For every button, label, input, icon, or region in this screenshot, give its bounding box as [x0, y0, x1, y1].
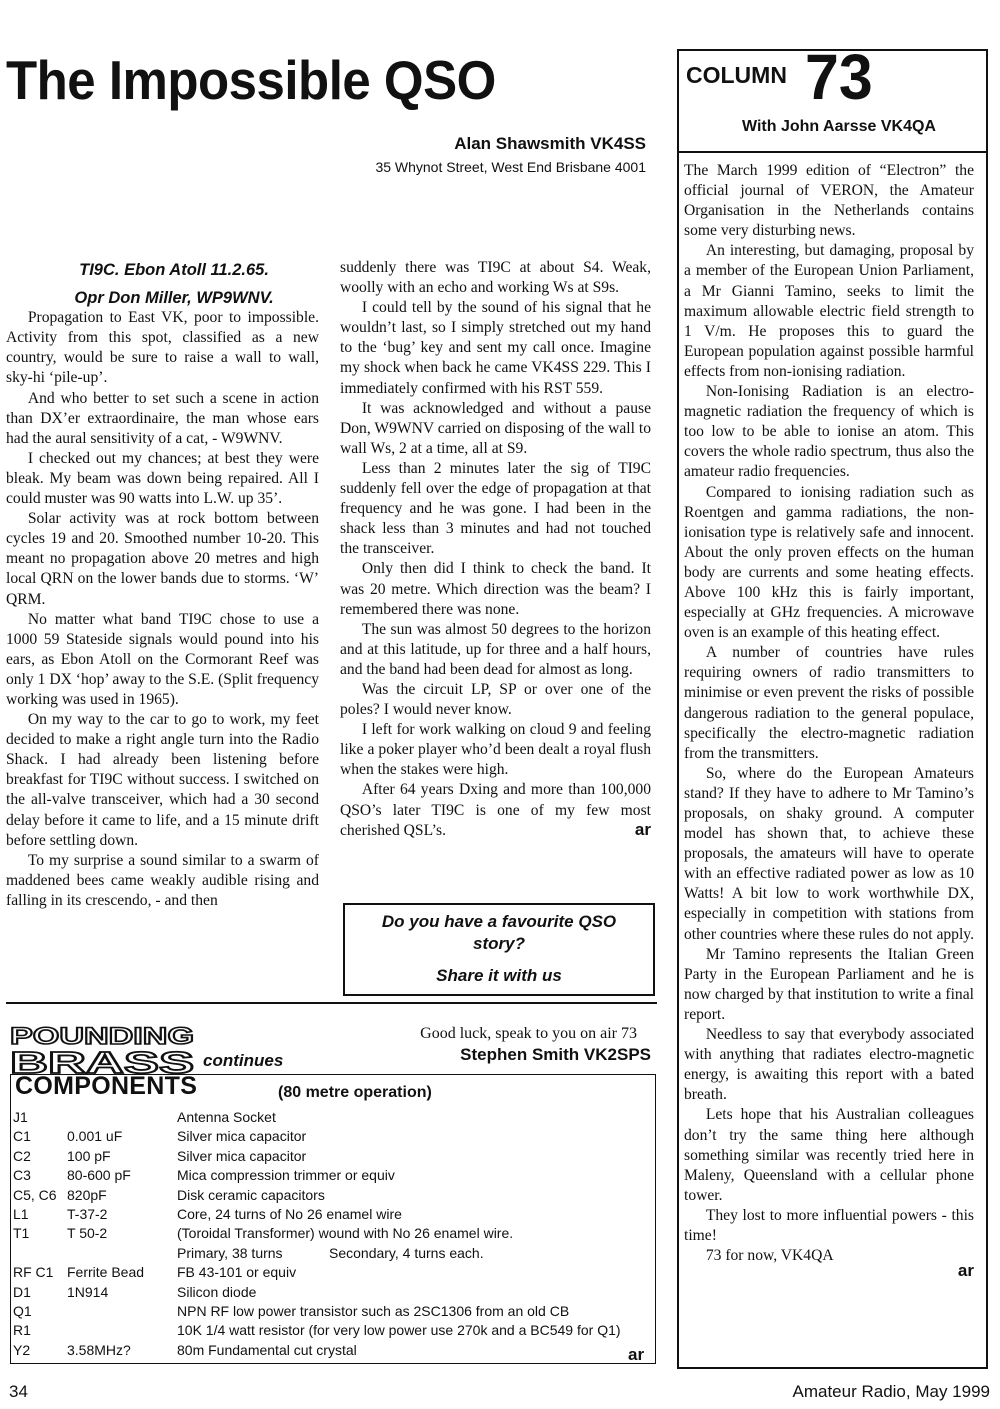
paragraph: Propagation to East VK, poor to impossible. Activity from this spot, classified as a new country, would be sure to raise a wall to wall, sky-hi ‘pile-up’. — [6, 309, 319, 387]
magazine-footer: Amateur Radio, May 1999 — [792, 1382, 990, 1401]
story-heading-location: TI9C. Ebon Atoll 11.2.65. — [79, 261, 269, 279]
logo-line-2: BRASS — [10, 1045, 194, 1075]
component-description: FB 43-101 or equiv — [177, 1264, 297, 1281]
component-ref: C1 — [13, 1128, 31, 1145]
paragraph: So, where do the European Amateurs stand? If they have to adhere to Mr Tamino’s proposals, on shaky ground. A computer model has shown that, to achieve these proposals, the amateurs will have to operate with an effective radiated power as low as 10 Watts! A bit low to work worthwhile DX, especially in competition with stations from other countries where these rules do not apply. — [684, 764, 974, 943]
author-address: 35 Whynot Street, West End Brisbane 4001 — [375, 159, 646, 175]
pounding-brass-logo — [8, 1022, 196, 1075]
callout-share: Share it with us — [436, 966, 562, 985]
continues-label: continues — [203, 1051, 284, 1070]
section-divider — [6, 1002, 657, 1004]
component-description: Primary, 38 turns — [177, 1244, 283, 1261]
component-value: 3.58MHz? — [67, 1341, 131, 1358]
paragraph: Mr Tamino represents the Italian Green Party in the European Parliament and he is now charged by that institution to write a final report. — [684, 945, 974, 1023]
article-end-mark: ar — [634, 819, 651, 839]
component-description: 10K 1/4 watt resistor (for very low power use 270k and a BC549 for Q1) — [177, 1322, 621, 1339]
component-ref: T1 — [13, 1225, 30, 1242]
column73-number: 73 — [805, 41, 873, 113]
component-row — [13, 1302, 653, 1321]
component-value: 80-600 pF — [67, 1167, 131, 1184]
component-value: 820pF — [67, 1186, 107, 1203]
component-description: (Toroidal Transformer) wound with No 26 enamel wire. — [177, 1225, 514, 1242]
component-row — [13, 1147, 653, 1166]
paragraph: 73 for now, VK4QA — [705, 1247, 834, 1265]
paragraph: After 64 years Dxing and more than 100,000 QSO’s later TI9C is one of my few most cherished QSL’s. — [340, 781, 651, 839]
component-ref: R1 — [13, 1322, 31, 1339]
paragraph: Only then did I think to check the band. It was 20 metre. Which direction was the beam? I remembered there was none. — [340, 560, 651, 618]
column73-label: COLUMN — [686, 62, 787, 88]
component-value: 0.001 uF — [67, 1128, 123, 1145]
article-title: The Impossible QSO — [6, 49, 496, 111]
paragraph: On my way to the car to go to work, my feet decided to make a right angle turn into the Radio Shack. I had already been listening before breakfast for TI9C without success. I switched on the all-valve transceiver, which had a 30 second delay before it came to life, and a 15 minute drift before settling down. — [6, 711, 319, 849]
paragraph: The March 1999 edition of “Electron” the official journal of VERON, the Amateur Organisation in the Netherlands contains some very disturbing news. — [684, 162, 974, 240]
component-row — [13, 1186, 653, 1205]
components-title: COMPONENTS — [15, 1072, 198, 1100]
paragraph: The sun was almost 50 degrees to the horizon and at this latitude, up for three and a half hours, and the band had been dead for almost as long. — [340, 620, 651, 678]
qso-story-callout — [343, 903, 655, 996]
component-row — [13, 1321, 653, 1340]
callout-question: Do you have a favourite QSO story? — [381, 912, 617, 953]
paragraph: I could tell by the sound of his signal that he wouldn’t last, so I simply stretched out my hand to the ‘bug’ key and sent my call once. Imagine my shock when back he came VK4SS 229. This I immediately confirmed with his RST 559. — [340, 299, 651, 397]
component-row — [13, 1166, 653, 1185]
component-ref: Y2 — [13, 1341, 31, 1358]
component-description: Silicon diode — [177, 1283, 257, 1300]
component-row — [13, 1263, 653, 1282]
component-row — [13, 1108, 653, 1127]
component-value: Ferrite Bead — [67, 1264, 145, 1281]
paragraph: Solar activity was at rock bottom between cycles 19 and 20. Smoothed number 10-20. This meant no propagation above 20 metres and high local QRN on the lower bands due to storms. ‘W’ QRM. — [6, 510, 319, 608]
article-column-2 — [340, 258, 651, 859]
story-heading-operator: Opr Don Miller, WP9WNV. — [74, 289, 274, 308]
component-value: 1N914 — [67, 1283, 109, 1300]
component-description: Disk ceramic capacitors — [177, 1186, 325, 1203]
paragraph: A number of countries have rules requiring owners of radio transmitters to minimise or even prevent the risks of possible dangerous radiation to the general populace, specifically the electro-magnetic radiation from the transmitters. — [684, 644, 974, 762]
component-ref: C3 — [13, 1167, 31, 1184]
page-number: 34 — [9, 1382, 28, 1401]
component-row — [13, 1244, 653, 1263]
column73-body — [684, 161, 974, 1280]
component-description: Silver mica capacitor — [177, 1128, 307, 1145]
component-value: T-37-2 — [67, 1205, 108, 1222]
paragraph: Compared to ionising radiation such as Roentgen and gamma radiations, the non-ionisation type is relatively safe and innocent. About the only proven effects on the human body are currents and some heating effects. Above 100 kHz this is fairly important, especially at GHz frequencies. A microwave oven is an example of this heating effect. — [684, 483, 974, 642]
component-value: 100 pF — [67, 1147, 111, 1164]
paragraph: An interesting, but damaging, proposal by a member of the European Union Parliament, a Mr Gianni Tamino, seeks to limit the maximum allowable electric field strength to 1 V/m. He proposes this to guard the European population against possible harmful effects from non-ionising radiation. — [684, 242, 974, 380]
components-end-mark: ar — [628, 1345, 645, 1364]
paragraph: They lost to more influential powers - this time! — [684, 1206, 974, 1244]
component-row — [13, 1283, 653, 1302]
component-ref: RF C1 — [13, 1264, 54, 1281]
article-author: Alan Shawsmith VK4SS — [454, 134, 646, 153]
component-ref: J1 — [13, 1109, 28, 1125]
column73-end-mark: ar — [957, 1261, 974, 1281]
component-description: NPN RF low power transistor such as 2SC1306 from an old CB — [177, 1302, 570, 1319]
paragraph: And who better to set such a scene in action than DX’er extraordinaire, the man whose ears had the aural sensitivity of a cat, - W9WNV. — [6, 389, 319, 447]
component-description: Antenna Socket — [177, 1109, 276, 1125]
signoff-author: Stephen Smith VK2SPS — [460, 1045, 651, 1064]
component-ref: C5, C6 — [13, 1186, 57, 1203]
paragraph: Was the circuit LP, SP or over one of the poles? I would never know. — [340, 680, 651, 719]
paragraph: Less than 2 minutes later the sig of TI9C suddenly fell over the edge of propagation at that frequency and he was gone. I had been in the shack less than 3 minutes and had not touched the transceiver. — [340, 459, 651, 558]
paragraph: It was acknowledged and without a pause Don, W9WNV carried on disposing of the wall to wall Ws, 2 at a time, all at S9. — [340, 399, 651, 457]
component-ref: C2 — [13, 1147, 31, 1164]
component-extra: Secondary, 4 turns each. — [329, 1244, 484, 1261]
column73-byline: With John Aarsse VK4QA — [742, 118, 936, 135]
component-description: Silver mica capacitor — [177, 1147, 307, 1164]
paragraph: suddenly there was TI9C at about S4. Weak, woolly with an echo and working Ws at S9s. — [340, 259, 651, 297]
article-column-1 — [6, 260, 319, 911]
component-row — [13, 1224, 653, 1243]
component-ref: L1 — [13, 1205, 29, 1222]
component-description: 80m Fundamental cut crystal — [177, 1341, 357, 1358]
components-table — [13, 1108, 653, 1360]
component-description: Core, 24 turns of No 26 enamel wire — [177, 1205, 402, 1222]
logo-line-1: POUNDING — [10, 1023, 194, 1050]
component-row — [13, 1205, 653, 1224]
component-row — [13, 1341, 653, 1360]
component-ref: Q1 — [13, 1302, 32, 1319]
component-description: Mica compression trimmer or equiv — [177, 1167, 395, 1184]
component-row — [13, 1127, 653, 1146]
paragraph: I left for work walking on cloud 9 and feeling like a poker player who’d been dealt a royal flush when the stakes were high. — [340, 721, 651, 779]
paragraph: No matter what band TI9C chose to use a 1000 59 Stateside signals would pound into his ears, as Ebon Atoll on the Cormorant Reef was only 1 DX ‘hop’ away to the S.E. (Split frequency working was used in 1965). — [6, 610, 319, 708]
paragraph: To my surprise a sound similar to a swarm of maddened bees came weakly audible rising and falling in its crescendo, - and then — [6, 851, 319, 909]
paragraph: Needless to say that everybody associated with anything that radiates electro-magnetic energy, is awaiting this report with a bated breath. — [684, 1026, 974, 1104]
components-subtitle: (80 metre operation) — [278, 1084, 432, 1101]
component-value: T 50-2 — [67, 1225, 108, 1242]
column73-header-rule — [677, 151, 988, 153]
paragraph: I checked out my chances; at best they were bleak. My beam was down being repaired. All I could muster was 90 watts into L.W. up 35’. — [6, 449, 319, 508]
paragraph: Non-Ionising Radiation is an electro-magnetic radiation the frequency of which is too low to be able to ionise an atom. This covers the whole radio spectrum, thus also the amateur radio frequencies. — [684, 383, 974, 481]
goodluck-line: Good luck, speak to you on air 73 — [420, 1025, 637, 1042]
component-ref: D1 — [13, 1283, 31, 1300]
paragraph: Lets hope that his Australian colleagues don’t try the same thing here although something similar was recently tried here in Maleny, Queensland with a cellular phone tower. — [684, 1106, 974, 1204]
